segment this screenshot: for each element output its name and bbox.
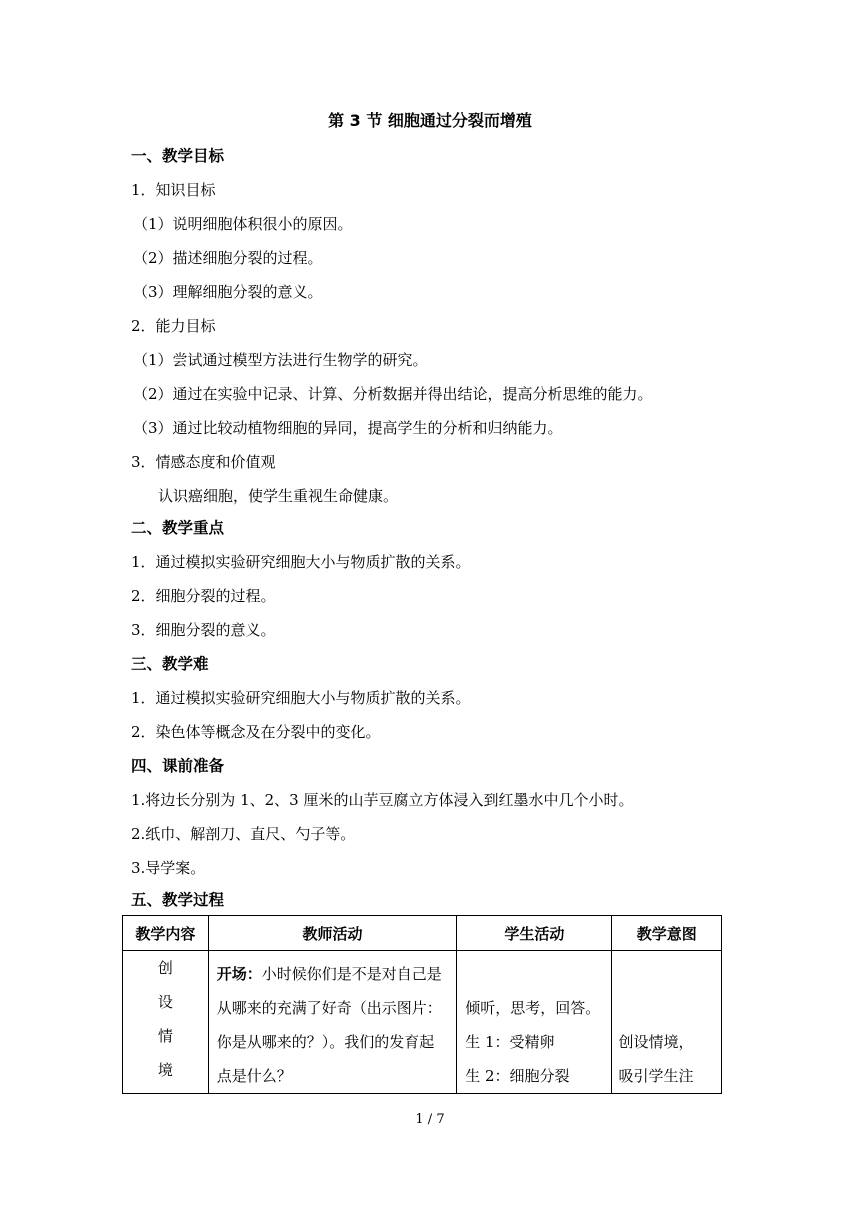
section-heading-objectives: 一、教学目标 (131, 147, 225, 165)
teacher-label: 开场： (216, 965, 262, 983)
student-line: 生 2：细胞分裂 (465, 1067, 570, 1085)
intent-line: 创设情境， (618, 1033, 694, 1051)
table-cell-student (457, 951, 612, 1094)
table-header-row (123, 916, 722, 951)
list-item: （3）通过比较动植物细胞的异同，提高学生的分析和归纳能力。 (133, 419, 563, 437)
list-item: （1）尝试通过模型方法进行生物学的研究。 (133, 351, 428, 369)
list-item: （1）说明细胞体积很小的原因。 (133, 215, 353, 233)
list-item: （2）通过在实验中记录、计算、分析数据并得出结论，提高分析思维的能力。 (133, 385, 653, 403)
vertical-char: 情 (157, 1027, 173, 1045)
column-header: 教学意图 (612, 916, 722, 951)
list-item: 2．细胞分裂的过程。 (131, 587, 276, 605)
list-item: 2．染色体等概念及在分裂中的变化。 (131, 723, 381, 741)
table-row (123, 951, 722, 1094)
column-header: 学生活动 (457, 916, 612, 951)
paragraph: 认识癌细胞，使学生重视生命健康。 (158, 487, 399, 505)
section-heading-key-points: 二、教学重点 (131, 519, 225, 537)
list-item: 1．通过模拟实验研究细胞大小与物质扩散的关系。 (131, 553, 471, 571)
list-item: 3．细胞分裂的意义。 (131, 621, 276, 639)
list-item: 3.导学案。 (131, 859, 206, 877)
page-title: 第 3 节 细胞通过分裂而增殖 (328, 111, 532, 130)
section-heading-process: 五、教学过程 (131, 891, 225, 909)
column-header: 教师活动 (208, 916, 456, 951)
list-item: 1.将边长分别为 1、2、3 厘米的山芋豆腐立方体浸入到红墨水中几个小时。 (131, 791, 634, 809)
section-heading-difficulties: 三、教学难 (131, 655, 209, 673)
table-cell-teacher (208, 951, 456, 1094)
vertical-char: 设 (157, 993, 173, 1011)
subheading-attitude: 3．情感态度和价值观 (131, 453, 276, 471)
teaching-process-table (122, 915, 722, 1094)
list-item: 1．通过模拟实验研究细胞大小与物质扩散的关系。 (131, 689, 471, 707)
vertical-char: 创 (157, 959, 173, 977)
list-item: 2.纸巾、解剖刀、直尺、勺子等。 (131, 825, 356, 843)
page-number: 1 / 7 (415, 1112, 445, 1127)
table-cell-content (123, 951, 209, 1094)
vertical-char: 境 (157, 1061, 173, 1079)
subheading-ability: 2．能力目标 (131, 317, 216, 335)
column-header: 教学内容 (123, 916, 209, 951)
list-item: （2）描述细胞分裂的过程。 (133, 249, 323, 267)
section-heading-preparation: 四、课前准备 (131, 757, 225, 775)
table-cell-intent (612, 951, 722, 1094)
teacher-text: 小时候你们是不是对自己是从哪来的充满了好奇（出示图片：你是从哪来的？）。我们的发育起点是什么？ (216, 965, 442, 1085)
student-line: 生 1：受精卵 (465, 1033, 555, 1051)
intent-line: 吸引学生注 (618, 1067, 694, 1085)
subheading-knowledge: 1．知识目标 (131, 181, 216, 199)
student-line: 倾听，思考，回答。 (465, 999, 601, 1017)
list-item: （3）理解细胞分裂的意义。 (133, 283, 323, 301)
